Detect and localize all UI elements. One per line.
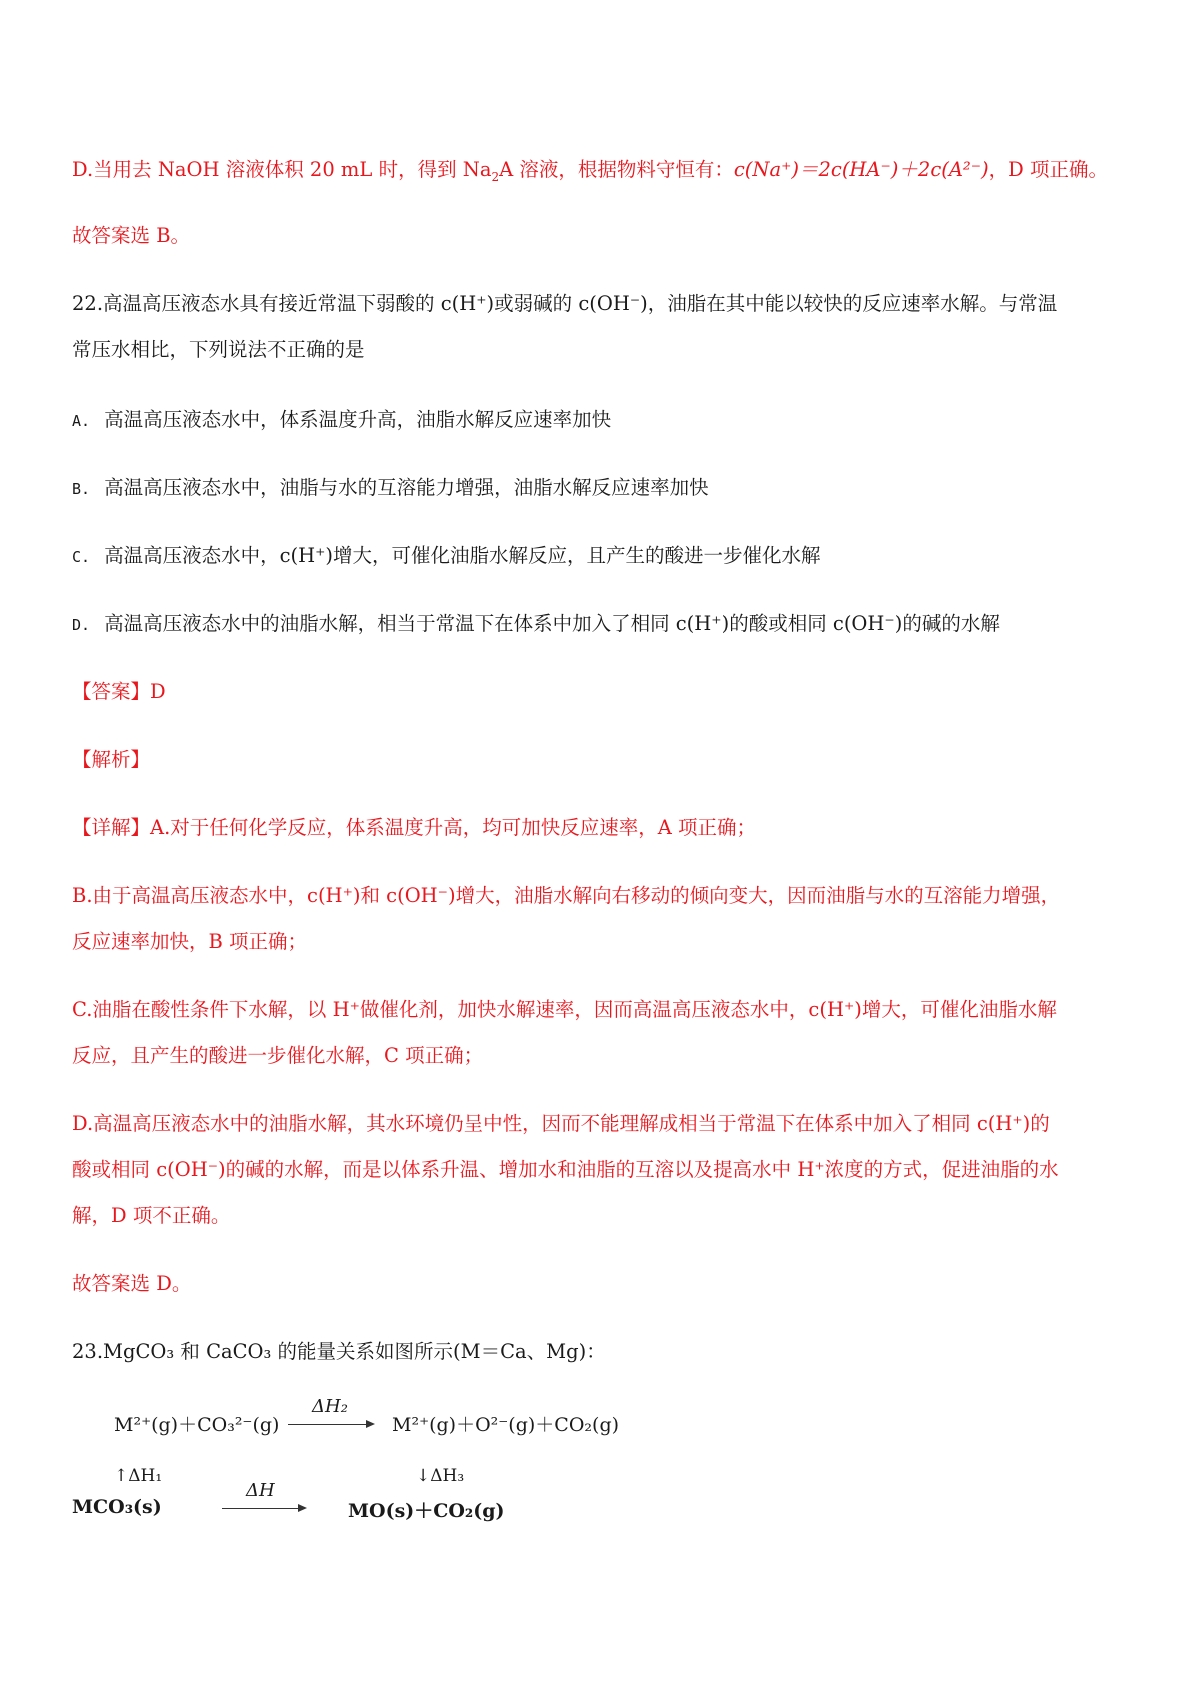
- q22-detail-line: 反应速率加快，B 项正确；: [72, 930, 308, 953]
- q22-detail-line: D.高温高压液态水中的油脂水解，其水环境仍呈中性，因而不能理解成相当于常温下在体系中加入了相同 c(H⁺)的: [72, 1112, 1050, 1135]
- q21-d-text-3: ，D 项正确。: [988, 158, 1108, 181]
- q22-option-d: [72, 610, 1000, 639]
- option-text: 高温高压液态水中，体系温度升高，油脂水解反应速率加快: [104, 408, 612, 431]
- q21-conclusion: 故答案选 B。: [72, 224, 191, 247]
- option-text: 高温高压液态水中，c(H⁺)增大，可催化油脂水解反应，且产生的酸进一步催化水解: [104, 544, 821, 567]
- top-arrow-label: ΔH₂: [312, 1396, 348, 1417]
- bottom-arrow-line: [222, 1508, 302, 1509]
- q21-d-subscript: 2: [491, 169, 500, 184]
- option-text: 高温高压液态水中，油脂与水的互溶能力增强，油脂水解反应速率加快: [104, 476, 709, 499]
- q22-detail-line: C.油脂在酸性条件下水解，以 H⁺做催化剂，加快水解速率，因而高温高压液态水中，c(H⁺)增大，可催化油脂水解: [72, 998, 1057, 1021]
- bottom-right-species: MO(s)＋CO₂(g): [348, 1500, 505, 1522]
- q22-option-b: [72, 474, 709, 503]
- q22-detail-line: 解，D 项不正确。: [72, 1204, 231, 1227]
- q22-detail-line: 反应，且产生的酸进一步催化水解，C 项正确；: [72, 1044, 484, 1067]
- option-letter: C.: [72, 548, 91, 566]
- q23-stem: 23.MgCO₃ 和 CaCO₃ 的能量关系如图所示(M＝Ca、Mg)：: [72, 1340, 606, 1363]
- q21-d-text-2: A 溶液，根据物料守恒有：: [499, 158, 734, 181]
- q22-answer: 【答案】D: [72, 680, 166, 703]
- bottom-arrow-label: ΔH: [246, 1480, 275, 1501]
- bottom-arrow-head: [298, 1504, 307, 1512]
- top-arrow-head: [366, 1420, 375, 1428]
- option-letter: D.: [72, 616, 91, 634]
- q21-d-text-1: D.当用去 NaOH 溶液体积 20 mL 时，得到 Na: [72, 158, 492, 181]
- delta-h1-label: ↑ΔH₁: [114, 1466, 163, 1486]
- q22-analysis-label: 【解析】: [72, 748, 151, 771]
- q22-detail-line: B.由于高温高压液态水中，c(H⁺)和 c(OH⁻)增大，油脂水解向右移动的倾向变大，因而油脂与水的互溶能力增强，: [72, 884, 1061, 907]
- q22-stem-line-2: 常压水相比，下列说法不正确的是: [72, 338, 365, 361]
- q21-d-equation: c(Na⁺)＝2c(HA⁻)＋2c(A²⁻): [733, 158, 989, 181]
- q22-option-c: [72, 542, 821, 571]
- top-arrow-line: [288, 1424, 370, 1425]
- top-right-species: M²⁺(g)＋O²⁻(g)＋CO₂(g): [392, 1414, 620, 1436]
- delta-h3-label: ↓ΔH₃: [416, 1466, 465, 1486]
- option-letter: A.: [72, 412, 91, 430]
- q22-option-a: [72, 406, 611, 435]
- q21-option-d-analysis: [72, 156, 1108, 184]
- q22-detail-line: 酸或相同 c(OH⁻)的碱的水解，而是以体系升温、增加水和油脂的互溶以及提高水中 H⁺浓度的方式，促进油脂的水: [72, 1158, 1059, 1181]
- top-left-species: M²⁺(g)＋CO₃²⁻(g): [114, 1414, 280, 1436]
- q22-stem-line-1: 22.高温高压液态水具有接近常温下弱酸的 c(H⁺)或弱碱的 c(OH⁻)，油脂在其中能以较快的反应速率水解。与常温: [72, 292, 1058, 315]
- option-letter: B.: [72, 480, 91, 498]
- option-text: 高温高压液态水中的油脂水解，相当于常温下在体系中加入了相同 c(H⁺)的酸或相同 c(OH⁻)的碱的水解: [104, 612, 1000, 635]
- q22-conclusion: 故答案选 D。: [72, 1272, 192, 1295]
- bottom-left-species: MCO₃(s): [72, 1496, 162, 1518]
- q22-detail-line: 【详解】A.对于任何化学反应，体系温度升高，均可加快反应速率，A 项正确；: [72, 816, 757, 839]
